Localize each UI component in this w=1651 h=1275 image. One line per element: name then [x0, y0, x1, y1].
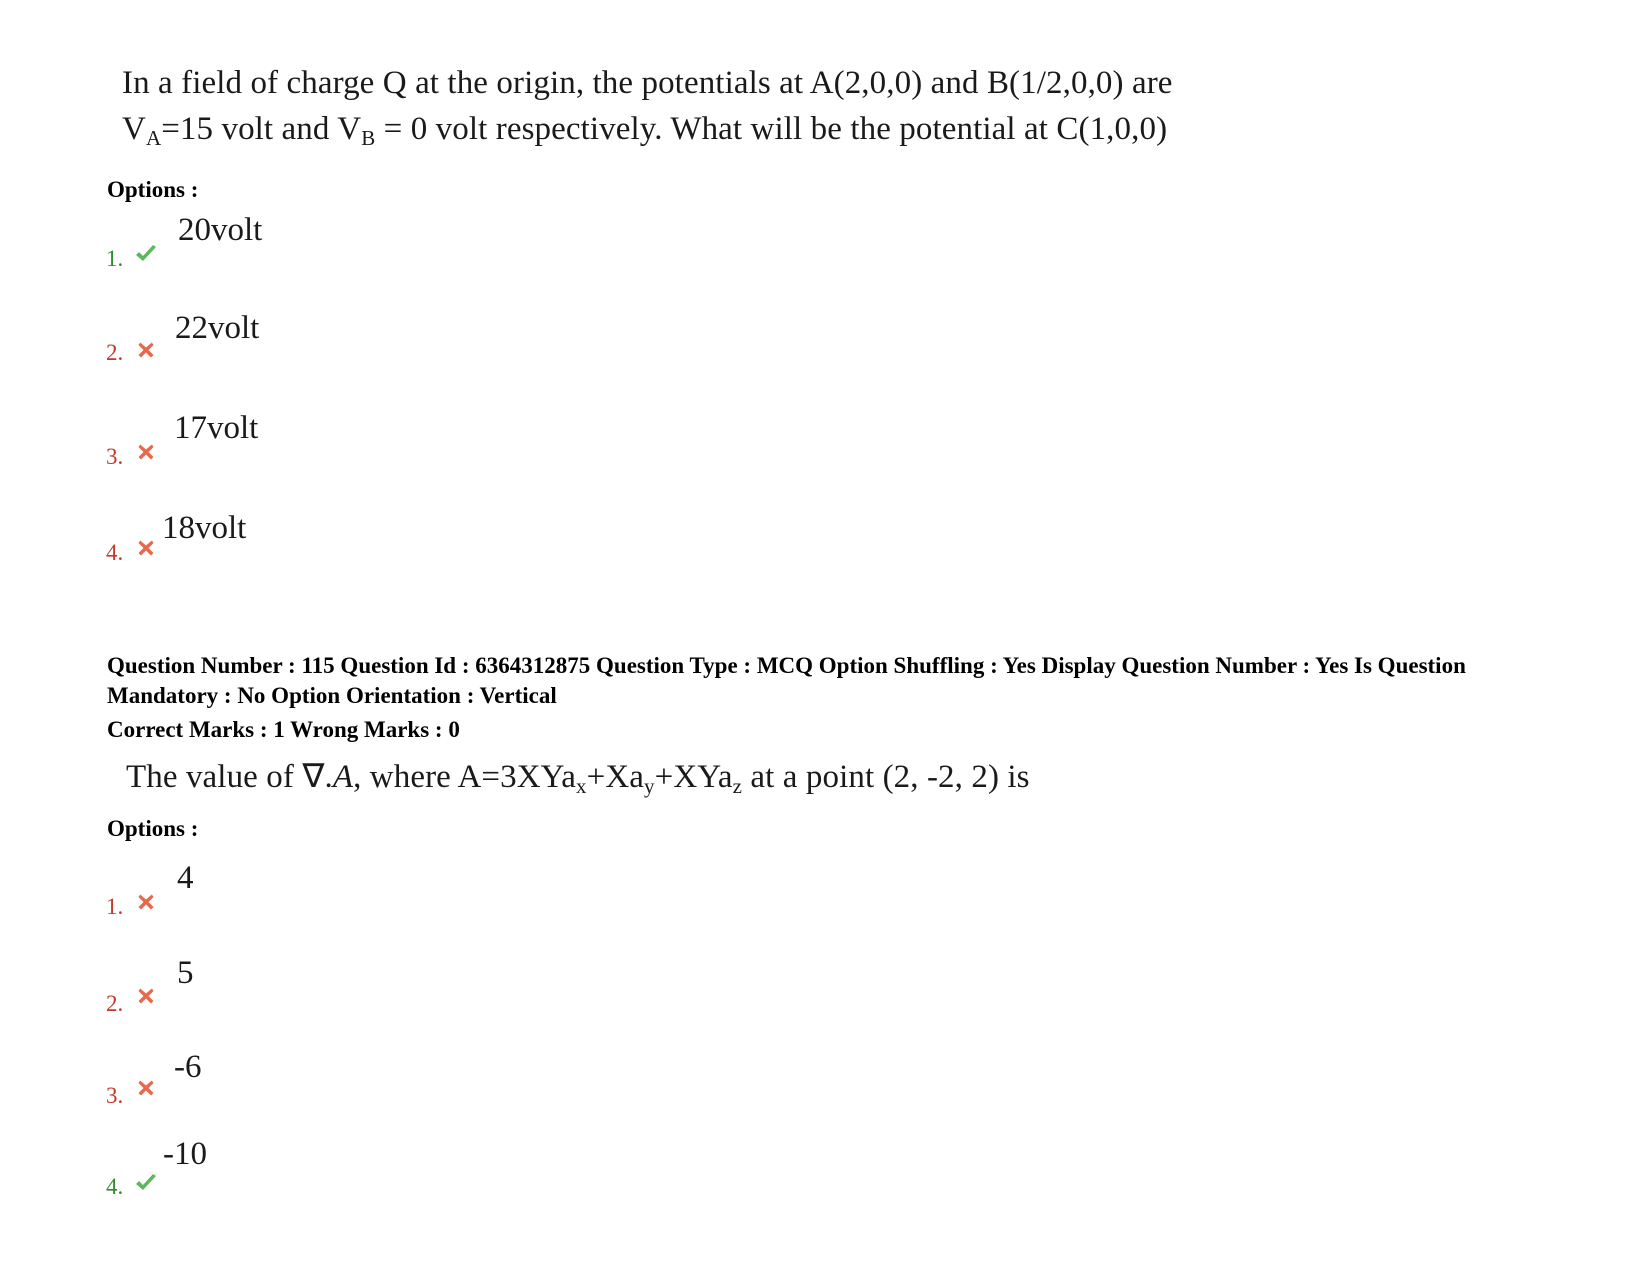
question-114-stem-line1: In a field of charge Q at the origin, the potentials at A(2,0,0) and B(1/2,0,0) are	[122, 65, 1173, 101]
question-114-options-label: Options :	[107, 177, 199, 202]
cross-icon	[136, 538, 156, 558]
stem-subscript: B	[361, 126, 376, 150]
question-115-option-2	[106, 953, 506, 1016]
question-114-stem	[122, 60, 1173, 152]
option-value: 4	[177, 860, 194, 896]
option-value: 18volt	[162, 510, 247, 546]
option-number: 2.	[106, 991, 124, 1016]
stem-subscript: x	[576, 774, 587, 798]
option-value: 17volt	[174, 410, 259, 446]
option-number: 3.	[106, 1083, 124, 1108]
question-114-option-1	[106, 210, 506, 270]
option-number: 1.	[106, 246, 124, 271]
stem-text: at a point (2, -2, 2) is	[742, 759, 1030, 795]
cross-icon	[136, 340, 156, 360]
option-number: 2.	[106, 340, 124, 365]
option-value: 20volt	[178, 212, 263, 248]
option-value: 22volt	[175, 310, 260, 346]
option-number: 3.	[106, 444, 124, 469]
question-115-option-1	[106, 858, 506, 918]
check-icon	[134, 1171, 158, 1195]
option-value: 5	[177, 955, 194, 991]
cross-icon	[136, 892, 156, 912]
stem-subscript: z	[732, 774, 743, 798]
stem-subscript: A	[145, 126, 162, 150]
question-114-option-4	[106, 508, 506, 568]
question-115-stem	[126, 754, 1030, 800]
option-number: 1.	[106, 894, 124, 919]
stem-subscript: y	[644, 774, 655, 798]
stem-text: The value of	[126, 759, 303, 795]
stem-text: +Xa	[586, 759, 645, 795]
question-115-metadata: Question Number : 115 Question Id : 6364312875 Question Type : MCQ Option Shuffling : Yes Display Question Number : Yes Is Question Mandatory : No Option Orientation : Vertical	[107, 653, 1466, 708]
option-number: 4.	[106, 540, 124, 565]
stem-text: = 0 volt respectively. What will be the potential at C(1,0,0)	[375, 111, 1168, 147]
cross-icon	[136, 986, 156, 1006]
cross-icon	[136, 1078, 156, 1098]
question-115-option-4	[106, 1134, 506, 1199]
question-115-options-label: Options :	[107, 816, 199, 841]
question-114-stem-line2	[122, 106, 1173, 152]
stem-text: +XYa	[654, 759, 733, 795]
cross-icon	[136, 442, 156, 462]
question-114-option-3	[106, 408, 506, 468]
question-115-option-3	[106, 1047, 506, 1107]
stem-variable: A	[332, 759, 354, 795]
nabla-operator: ∇.	[302, 759, 333, 795]
question-115-marks: Correct Marks : 1 Wrong Marks : 0	[107, 717, 460, 742]
stem-text: =15 volt and V	[161, 111, 362, 147]
option-number: 4.	[106, 1174, 124, 1199]
stem-text: V	[122, 111, 146, 147]
question-114-option-2	[106, 308, 506, 368]
stem-text: , where A=3XYa	[353, 759, 577, 795]
option-value: -6	[174, 1049, 202, 1085]
option-value: -10	[163, 1136, 207, 1172]
check-icon	[134, 242, 158, 266]
